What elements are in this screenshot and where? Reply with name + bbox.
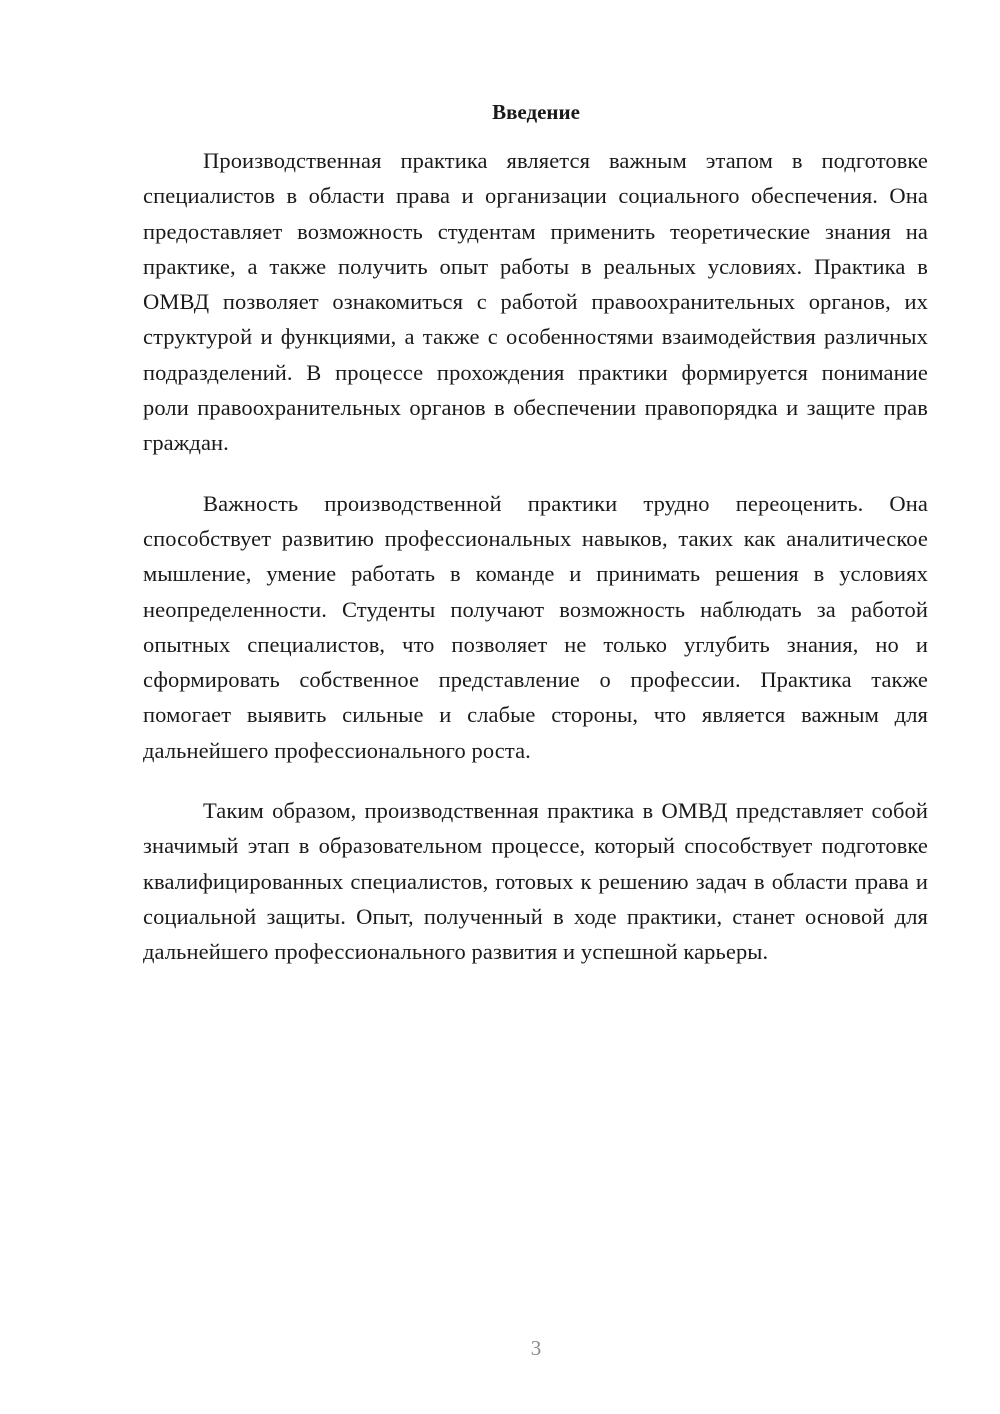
page-number: 3 bbox=[530, 1336, 542, 1360]
paragraph-2: Важность производственной практики трудно переоценить. Она способствует развитию профессиональных навыков, таких как аналитическое мышление, умение работать в команде и принимать решения в условиях неопределенности. Студенты получают возможность наблюдать за работой опытных специалистов, что позволяет не только углубить знания, но и сформировать собственное представление о профессии. Практика также помогает выявить сильные и слабые стороны, что является важным для дальнейшего профессионального роста. bbox=[143, 490, 928, 763]
paragraph-3: Таким образом, производственная практика в ОМВД представляет собой значимый этап в образовательном процессе, который способствует подготовке квалифицированных специалистов, готовых к решению задач в области права и социальной защиты. Опыт, полученный в ходе практики, станет основой для дальнейшего профессионального развития и успешной карьеры. bbox=[143, 798, 928, 965]
section-heading: Введение bbox=[492, 100, 580, 124]
body-text bbox=[143, 143, 928, 995]
paragraph-1: Производственная практика является важным этапом в подготовке специалистов в области права и организации социального обеспечения. Она предоставляет возможность студентам применить теоретические знания на практике, а также получить опыт работы в реальных условиях. Практика в ОМВД позволяет ознакомиться с работой правоохранительных органов, их структурой и функциями, а также с особенностями взаимодействия различных подразделений. В процессе прохождения практики формируется понимание роли правоохранительных органов в обеспечении правопорядка и защите прав граждан. bbox=[143, 148, 928, 456]
